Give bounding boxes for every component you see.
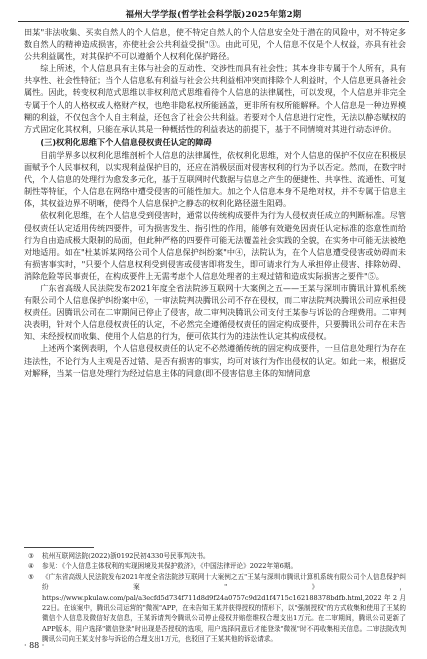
paragraph: 上述两个案例表明，个人信息侵权责任的认定不必然遵循传统的固定构成要件，一旦信息处理行为存在违法性，不论行为人主观是否过错、是否有损害的事实，均可对该行为作出侵权的认定。如此一来，根据反对解释，当某一信息处理行为经过信息主体的同意(即不侵害信息主体的知情同意 [24, 343, 406, 378]
page-number: · 88 · [24, 641, 45, 650]
footnote [24, 551, 406, 561]
footnote [24, 561, 406, 571]
footnote-mark: ③ [28, 552, 34, 560]
paragraph: 目前学界多以权利化思维剖析个人信息的法律属性，依权利化思维，对个人信息的保护不仅应在积极层面赋予个人民事权利，以实现利益保护目的，还应在消极层面对侵害权利的行为予以否定。然而，在数字时代，个人信息的处理行为愈发多元化，基于互联网时代数据与信息之产生的便捷性、共享性、流通性、可复制性等特征，个人信息在网络中遭受侵害的可能性加大。加之个人信息本身不是绝对权，并不专属于信息主体，其权益边界不明晰，使得个人信息保护之静态的权利化路径滋生阻碍。 [24, 149, 406, 209]
footnote-text: 《广东省高级人民法院发布2021年度全省法院涉互联网十大案例之五"王某与深圳市腾讯计算机系统有限公司个人信息保护纠纷案"》，https://www.pkulaw.com/pal/a3ecfd5d734f711d8d9f24a0757c9d2d1f4715c162188378bdfb.html,2022年2月22日。在该案中，腾讯公司运营的"微视"APP，在未告知王某并获得授权的情形下，以"强制授权"的方式收集和使用了王某的微信个人信息及微信好友信息，王某诉请判令腾讯公司停止侵权并赔偿维权合理支出1万元。在二审期间，腾讯公司更新了APP版本，用户选择"微信登录"时出现是否授权的选项，用户选择同意后才能登录"微视"时不再收集相关信息。二审法院改判腾讯公司向王某支付参与诉讼的合理支出1万元，也驳回了王某其他的诉讼请求。 [42, 572, 406, 644]
paragraph: 综上所述，个人信息具有主体与社会的互动性、交涉性而具有社会性；其本身非专属于个人所有，具有共享性、社会性特征；当个人信息私有利益与社会公共利益相冲突而排除个人利益时，个人信息更具备社会属性。因此，转变权利范式思维以非权利范式思维看待个人信息的法律属性，可以发现，个人信息并非完全专属于个人的人格权或人格财产权，也绝非隐私权所能涵盖，更非所有权所能解释。个人信息是一种边界模糊的利益，不仅包含个人自主利益，还包含了社会公共利益。若要对个人信息进行定性，无法以静态赋权的方式固定化其权利，只能在承认其是一种概括性的利益表达的前提下，基于不同情境对其进行动态评价。 [24, 63, 406, 134]
main-text [24, 26, 406, 379]
footnote-text: 参见：《个人信息主体权利的实现困境及其保护救济》，《中国法律评论》2022年第6期。 [42, 562, 298, 571]
footnote [24, 572, 406, 645]
section-heading: (三)权利化思维下个人信息侵权责任认定的障碍 [40, 136, 212, 147]
footnotes [24, 551, 406, 645]
footnote-rule [24, 547, 94, 548]
paragraph: 广东省高级人民法院发布2021年度全省法院涉互联网十大案例之五——王某与深圳市腾讯计算机系统有限公司个人信息保护纠纷案中⑥，一审法院判决腾讯公司不存在侵权，而二审法院判决腾讯公司应承担侵权责任。因腾讯公司在二审期间已停止了侵害，故二审判决腾讯公司支付王某参与诉讼的合理费用。二审判决表明，针对个人信息侵权责任的认定，不必然完全遵循侵权责任的固定构成要件，只要腾讯公司存在未告知、未经授权而收集、使用个人信息的行为，便可依其行为的违法性认定其构成侵权。 [24, 282, 406, 342]
footnote-mark: ④ [28, 562, 34, 571]
footnote-text: 杭州互联网法院(2022)浙0192民初4330号民事判决书。 [42, 552, 210, 560]
footnote-mark: ⑤ [28, 572, 34, 581]
header-rule [18, 21, 409, 22]
paragraph: 依权利化思维，在个人信息受到侵害时，通常以传统构成要件为行为人侵权责任成立的判断标准。尽管侵权责任认定适用传统四要件，可为损害发生、指引性的作用，能够有效避免因责任认定标准的恣意性而给行为自由造成极大限制的局面，但此种严格的四要件可能无法覆盖社会实践的全貌，在实务中可能无法被绝对地适用。如在"杜某诉某网络公司个人信息保护纠纷案"中④，法院认为，在个人信息遭受侵害或妨碍而未有损害事实时，"只要个人信息权利受到侵害或侵害即将发生，即可请求行为人承担停止侵害、排除妨碍、消除危险等民事责任，在构成要件上无需考虑个人信息处理者的主观过错和造成实际损害之要件"⑤。 [24, 210, 406, 281]
journal-header: 福州大学学报(哲学社会科学版)2025年第2期 [125, 9, 302, 19]
paragraph: 田某"非法收集、买卖自然人的个人信息，使不特定自然人的个人信息安全处于潜在的风险中，对不特定多数自然人的精神造成损害，亦使社会公共利益受损"③。由此可见，个人信息不仅是个人权益，亦具有社会公共利益属性，对其保护不可以遵循个人权利化保护路径。 [24, 27, 406, 62]
